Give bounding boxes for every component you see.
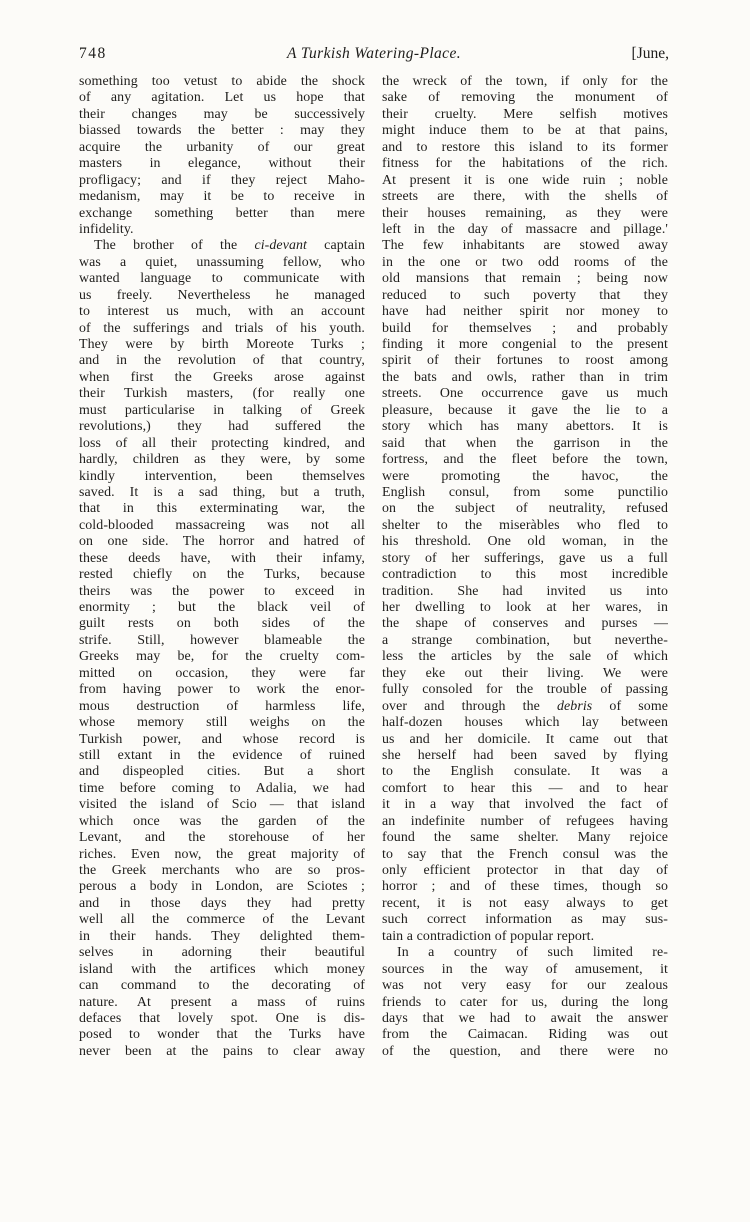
text-line: such correct information as may sus- bbox=[382, 912, 668, 928]
text-line: posed to wonder that the Turks have bbox=[79, 1027, 365, 1043]
text-line: on one side. The horror and hatred of bbox=[79, 534, 365, 550]
text-line: less the articles by the sale of which bbox=[382, 649, 668, 665]
text-line: it in a way that involved the fact of bbox=[382, 797, 668, 813]
text-line: loss of all their protecting kindred, and bbox=[79, 435, 365, 451]
text-line: can command to the decorating of bbox=[79, 978, 365, 994]
text-line: us freely. Nevertheless he managed bbox=[79, 287, 365, 303]
text-line: old mansions that remain ; being now bbox=[382, 271, 668, 287]
text-line: mitted on occasion, they were far bbox=[79, 665, 365, 681]
text-line: of the question, and there were no bbox=[382, 1043, 668, 1059]
text-line: medanism, may it be to receive in bbox=[79, 189, 365, 205]
text-line: spirit of their fortunes to roost among bbox=[382, 353, 668, 369]
text-line: they eke out their living. We were bbox=[382, 665, 668, 681]
text-line: have had neither spirit nor money to bbox=[382, 304, 668, 320]
text-line: and in those days they had pretty bbox=[79, 895, 365, 911]
text-line: They were by birth Moreote Turks ; bbox=[79, 337, 365, 352]
text-line: their houses remaining, as they were bbox=[382, 205, 668, 221]
text-line: to say that the French consul was the bbox=[382, 846, 668, 862]
text-line: riches. Even now, the great majority of bbox=[79, 846, 365, 862]
text-line: build for themselves ; and probably bbox=[382, 320, 668, 336]
text-line: days that we had to await the answer bbox=[382, 1010, 668, 1026]
text-line: something too vetust to abide the shock bbox=[79, 74, 365, 89]
text-line: the shape of conserves and purses — bbox=[382, 616, 668, 632]
text-line: streets. One occurrence gave us much bbox=[382, 386, 668, 402]
text-line: defaces that lovely spot. One is dis- bbox=[79, 1010, 365, 1026]
text-line: reduced to such poverty that they bbox=[382, 287, 668, 303]
text-line: the bats and owls, rather than in trim bbox=[382, 369, 668, 385]
text-line: time before coming to Adalia, we had bbox=[79, 780, 365, 796]
text-line: pleasure, because it gave the lie to a bbox=[382, 402, 668, 418]
text-line: still extant in the evidence of ruined bbox=[79, 747, 365, 763]
text-line: the wreck of the town, if only for the bbox=[382, 74, 668, 89]
text-line: were promoting the havoc, the bbox=[382, 468, 668, 484]
text-line: whose memory still weighs on the bbox=[79, 715, 365, 731]
text-line: to interest us much, with an account bbox=[79, 304, 365, 320]
text-line: recent, it is not easy always to get bbox=[382, 895, 668, 911]
text-line: when first the Greeks arose against bbox=[79, 369, 365, 385]
text-line: island with the artifices which money bbox=[79, 961, 365, 977]
text-line: saved. It is a sad thing, but a truth, bbox=[79, 484, 365, 500]
text-line: hardly, children as they were, by some bbox=[79, 452, 365, 468]
text-line: that in this exterminating war, the bbox=[79, 501, 365, 517]
text-line: well all the commerce of the Levant bbox=[79, 912, 365, 928]
text-line: their Turkish masters, (for really one bbox=[79, 386, 365, 402]
text-line: wanted language to communicate with bbox=[79, 271, 365, 287]
text-line: she herself had been saved by flying bbox=[382, 747, 668, 763]
text-line: theirs was the power to exceed in bbox=[79, 583, 365, 599]
text-line: horror ; and of these times, though so bbox=[382, 879, 668, 895]
text-line: fortress, and the fleet before the town, bbox=[382, 452, 668, 468]
text-line: masters in elegance, without their bbox=[79, 156, 365, 172]
text-line: these deeds have, with their infamy, bbox=[79, 550, 365, 566]
text-line: and dispeopled cities. But a short bbox=[79, 764, 365, 780]
text-line: from the Caimacan. Riding was out bbox=[382, 1027, 668, 1043]
text-line: which once was the garden of the bbox=[79, 813, 365, 829]
text-line: their changes may be successively bbox=[79, 106, 365, 122]
running-head bbox=[79, 44, 669, 63]
text-line: an indefinite number of refugees having bbox=[382, 813, 668, 829]
text-line: found the same shelter. Many rejoice bbox=[382, 830, 668, 846]
text-line: kindly intervention, been themselves bbox=[79, 468, 365, 484]
text-line: tradition. She had invited us into bbox=[382, 583, 668, 599]
text-line: Greeks may be, for the cruelty com- bbox=[79, 649, 365, 665]
text-line: from having power to work the enor- bbox=[79, 682, 365, 698]
text-line: profligacy; and if they reject Maho- bbox=[79, 172, 365, 188]
text-line: The few inhabitants are stowed away bbox=[382, 238, 668, 254]
text-line: story which has many abettors. It is bbox=[382, 419, 668, 435]
text-line: finding it more congenial to the present bbox=[382, 337, 668, 352]
text-line: fitness for the habitations of the rich. bbox=[382, 156, 668, 172]
text-line: never been at the pains to clear away bbox=[79, 1043, 365, 1059]
text-line: and to restore this island to its former bbox=[382, 139, 668, 155]
text-line: their cruelty. Mere selfish motives bbox=[382, 106, 668, 122]
text-line: strife. Still, however blameable the bbox=[79, 632, 365, 648]
text-line: Turkish power, and whose record is bbox=[79, 731, 365, 747]
text-line: her dwelling to look at her wares, in bbox=[382, 600, 668, 615]
text-columns bbox=[79, 74, 669, 1060]
text-line: friends to cater for us, during the long bbox=[382, 994, 668, 1010]
text-line: was not very easy for our zealous bbox=[382, 978, 668, 994]
text-line: us and her domicile. It came out that bbox=[382, 731, 668, 747]
text-line: and in the revolution of that country, bbox=[79, 353, 365, 369]
text-line: guilt rests on both sides of the bbox=[79, 616, 365, 632]
text-line: to the English consulate. It was a bbox=[382, 764, 668, 780]
text-line: only efficient protector in that day of bbox=[382, 863, 668, 878]
text-line: contradiction to this most incredible bbox=[382, 567, 668, 583]
text-line: of any agitation. Let us hope that bbox=[79, 90, 365, 106]
text-line: selves in adorning their beautiful bbox=[79, 945, 365, 961]
text-column-right bbox=[382, 74, 668, 1060]
text-line: biassed towards the better : may they bbox=[79, 123, 365, 139]
text-line: exchange something better than mere bbox=[79, 205, 365, 221]
text-line: rested chiefly on the Turks, because bbox=[79, 567, 365, 583]
text-line: fully consoled for the trouble of passing bbox=[382, 682, 668, 698]
text-line: said that when the garrison in the bbox=[382, 435, 668, 451]
text-line: In a country of such limited re- bbox=[397, 945, 668, 961]
text-line: shelter to the miseràbles who fled to bbox=[382, 517, 668, 533]
text-line: might induce them to be at that pains, bbox=[382, 123, 668, 139]
running-title: A Turkish Watering-Place. bbox=[286, 45, 462, 62]
text-line: of the sufferings and trials of his youth. bbox=[79, 320, 365, 336]
text-line: his threshold. One old woman, in the bbox=[382, 534, 668, 550]
book-page bbox=[79, 44, 669, 1060]
text-column-left bbox=[79, 74, 365, 1060]
text-line: visited the island of Scio — that island bbox=[79, 797, 365, 813]
text-line: comfort to hear this — and to hear bbox=[382, 780, 668, 796]
text-line: English consul, from some punctilio bbox=[382, 484, 668, 500]
text-line: over and through the debris of some bbox=[382, 698, 668, 714]
text-line: infidelity. bbox=[79, 221, 134, 237]
text-line: Levant, and the storehouse of her bbox=[79, 830, 365, 846]
text-line: nature. At present a mass of ruins bbox=[79, 994, 365, 1010]
text-line: The brother of the ci-devant captain bbox=[94, 238, 365, 254]
text-line: story of her sufferings, gave us a full bbox=[382, 550, 668, 566]
text-line: in the one or two odd rooms of the bbox=[382, 254, 668, 270]
text-line: acquire the urbanity of our great bbox=[79, 139, 365, 155]
issue-label: [June, bbox=[631, 45, 669, 62]
text-line: enormity ; but the black veil of bbox=[79, 600, 365, 615]
text-line: on the subject of neutrality, refused bbox=[382, 501, 668, 517]
text-line: cold-blooded massacreing was not all bbox=[79, 517, 365, 533]
text-line: half-dozen houses which lay between bbox=[382, 715, 668, 731]
text-line: perous a body in London, are Sciotes ; bbox=[79, 879, 365, 895]
text-line: mous destruction of harmless life, bbox=[79, 698, 365, 714]
text-line: sake of removing the monument of bbox=[382, 90, 668, 106]
text-line: a strange combination, but neverthe- bbox=[382, 632, 668, 648]
text-line: in their hands. They delighted them- bbox=[79, 928, 365, 944]
page-number: 748 bbox=[79, 45, 107, 62]
text-line: must particularise in talking of Greek bbox=[79, 402, 365, 418]
text-line: the Greek merchants who are so pros- bbox=[79, 863, 365, 878]
text-line: sources in the way of amusement, it bbox=[382, 961, 668, 977]
text-line: streets are there, with the shells of bbox=[382, 189, 668, 205]
text-line: tain a contradiction of popular report. bbox=[382, 928, 595, 944]
text-line: left in the day of massacre and pillage.' bbox=[382, 221, 668, 237]
text-line: revolutions,) they had suffered the bbox=[79, 419, 365, 435]
text-line: At present it is one wide ruin ; noble bbox=[382, 172, 668, 188]
text-line: was a quiet, unassuming fellow, who bbox=[79, 254, 365, 270]
